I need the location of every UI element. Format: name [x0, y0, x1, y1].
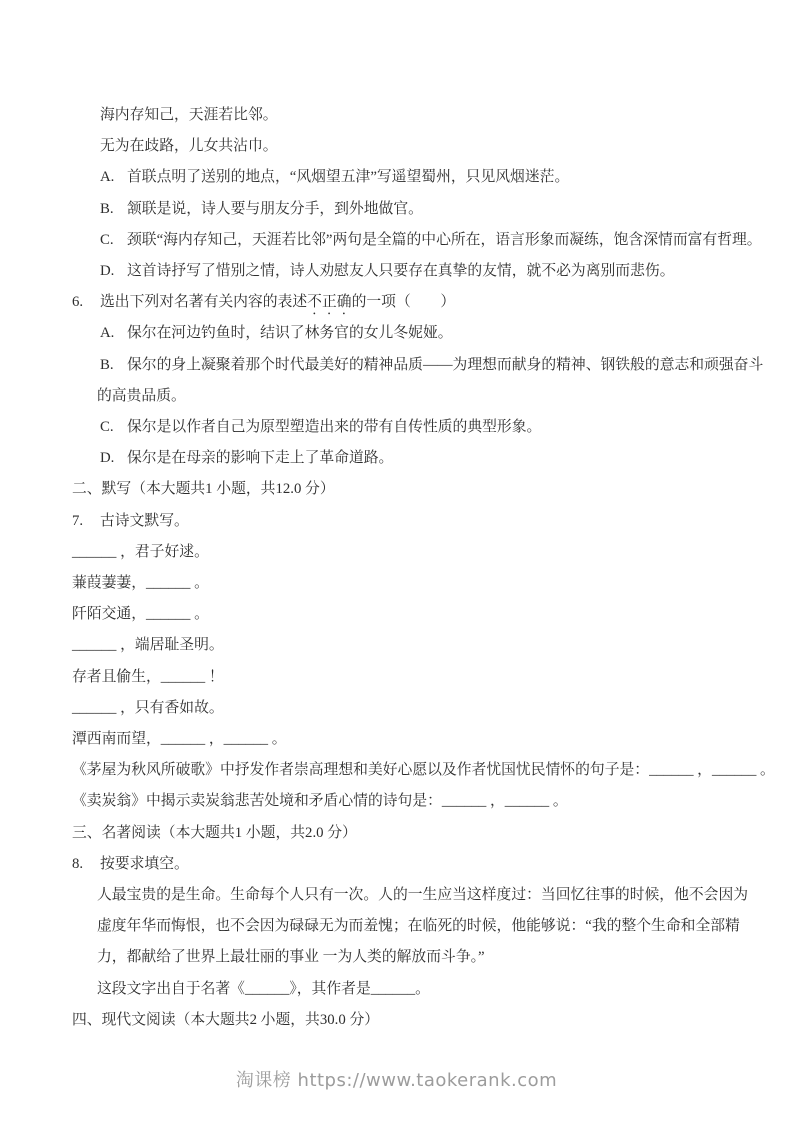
option-text: 保尔是以作者自己为原型塑造出来的带有自传性质的典型形象。 [127, 419, 542, 436]
dictation-blank-line: 《茅屋为秋风所破歌》中抒发作者崇高理想和美好心愿以及作者忧国忧民情怀的句子是：______ ，______ 。 [72, 762, 775, 779]
section-header-3: 三、名著阅读（本大题共1 小题，共2.0 分） [72, 824, 357, 841]
option-row-a [100, 162, 767, 193]
emphasized-text: 不正确 [307, 294, 352, 311]
dictation-blank-line: 蒹葭萋萋，______ 。 [72, 575, 209, 592]
option-label: C. [100, 231, 114, 248]
option-text: 保尔是在母亲的影响下走上了革命道路。 [127, 450, 394, 467]
option-text: 保尔的身上凝聚着那个时代最美好的精神品质——为理想而献身的精神、钢铁般的意志和顽强奋斗 [127, 356, 764, 373]
section-header-4: 四、现代文阅读（本大题共2 小题，共30.0 分） [72, 1011, 380, 1028]
question-text: 选出下列对名著有关内容的表述 [100, 294, 308, 311]
option-text: 首联点明了送别的地点，“风烟望五津”写遥望蜀州，只见风烟迷茫。 [127, 169, 570, 186]
option-text: 保尔在河边钓鱼时，结识了林务官的女儿冬妮娅。 [127, 325, 453, 342]
site-watermark: 淘课榜 https://www.taokerank.com [235, 1070, 558, 1092]
question-number: 8. [72, 855, 84, 872]
dictation-blank-line: 潭西南而望，______ ，______ 。 [72, 731, 287, 748]
dictation-blank-line: 《卖炭翁》中揭示卖炭翁悲苦处境和矛盾心情的诗句是：______ ，______ 。 [72, 793, 568, 810]
poem-line: 海内存知己，天涯若比邻。 [100, 107, 278, 123]
option-text: 颈联“海内存知己，天涯若比邻”两句是全篇的中心所在，语言形象而凝练，饱含深情而富有哲理。 [127, 231, 762, 248]
option-row-d [100, 256, 767, 287]
question-number: 7. [72, 512, 84, 529]
poem-line: 无为在歧路，儿女共沾巾。 [100, 138, 278, 155]
fill-in-line: 这段文字出自于名著《______》，其作者是______。 [97, 980, 430, 997]
option-row-b-continuation: 的高贵品质。 [97, 387, 186, 404]
question-6-stem [72, 287, 767, 318]
question-7-stem [72, 506, 767, 537]
dictation-blank-line: 阡陌交通，______ 。 [72, 606, 209, 623]
dictation-blank-line: ______ ，端居耻圣明。 [72, 637, 224, 654]
option-label: A. [100, 169, 115, 186]
question-text: 古诗文默写。 [100, 512, 189, 529]
dictation-blank-line: 存者且偷生，______ ！ [72, 668, 224, 685]
option-row-d [100, 443, 767, 474]
question-text: 按要求填空。 [100, 855, 189, 872]
quote-paragraph-line: 力，都献给了世界上最壮丽的事业 一为人类的解放而斗争。” [97, 949, 485, 966]
question-8-stem [72, 849, 767, 880]
option-label: B. [100, 200, 114, 217]
option-row-b [100, 350, 767, 381]
option-row-a [100, 318, 767, 349]
option-label: C. [100, 419, 114, 436]
dictation-blank-line: ______ ，君子好逑。 [72, 543, 209, 560]
question-text: 的一项（ ） [351, 294, 456, 311]
dictation-blank-line: ______ ，只有香如故。 [72, 699, 224, 716]
option-label: A. [100, 325, 115, 342]
section-header-2: 二、默写（本大题共1 小题，共12.0 分） [72, 481, 335, 498]
option-row-c [100, 225, 767, 256]
quote-paragraph-line: 虚度年华而悔恨，也不会因为碌碌无为而羞愧；在临死的时候，他能够说：“我的整个生命和全部精 [97, 918, 740, 935]
option-text: 这首诗抒写了惜别之情，诗人劝慰友人只要存在真挚的友情，就不必为离别而悲伤。 [127, 263, 675, 280]
question-number: 6. [72, 294, 84, 311]
option-text: 颔联是说，诗人要与朋友分手，到外地做官。 [127, 200, 423, 217]
quote-paragraph-line: 人最宝贵的是生命。生命每个人只有一次。人的一生应当这样度过：当回忆往事的时候，他不会因为 [97, 887, 749, 904]
option-row-c [100, 412, 767, 443]
option-row-b [100, 194, 767, 225]
option-label: B. [100, 356, 114, 373]
option-label: D. [100, 450, 115, 467]
option-label: D. [100, 263, 115, 280]
